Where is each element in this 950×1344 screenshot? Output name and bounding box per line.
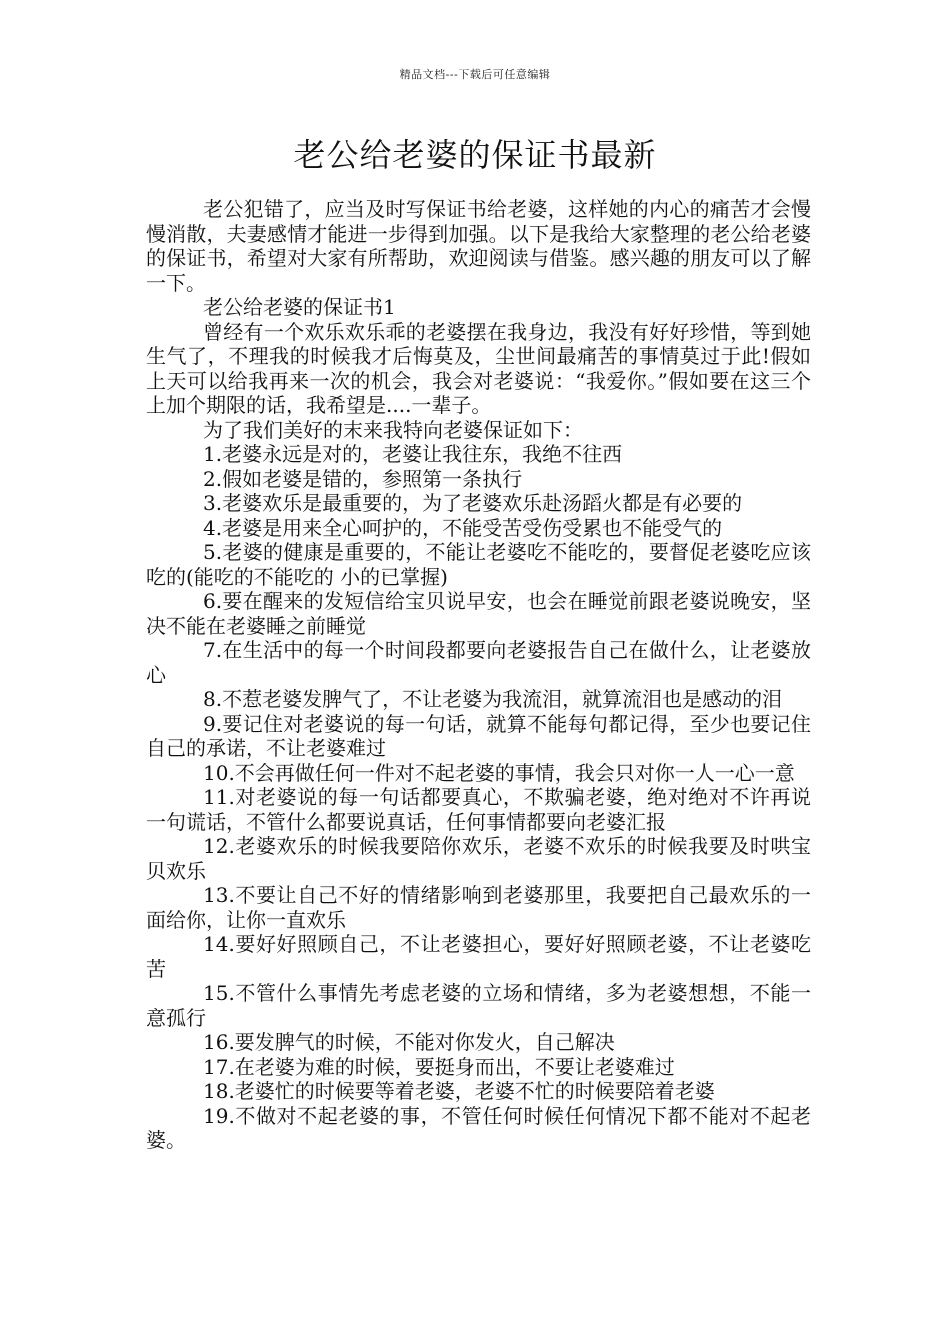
list-item: 3.老婆欢乐是最重要的，为了老婆欢乐赴汤蹈火都是有必要的 bbox=[203, 491, 743, 515]
list-item: 2.假如老婆是错的，参照第一条执行 bbox=[203, 466, 523, 491]
list-item: 17.在老婆为难的时候，要挺身而出，不要让老婆难过 bbox=[203, 1054, 675, 1079]
list-item: 6.要在醒来的发短信给宝贝说早安，也会在睡觉前跟老婆说晚安，坚决不能在老婆睡之前睡觉 bbox=[146, 589, 811, 638]
body-paragraph: 曾经有一个欢乐欢乐乖的老婆摆在我身边，我没有好好珍惜，等到她生气了，不理我的时候我才后悔莫及，尘世间最痛苦的事情莫过于此!假如上天可以给我再来一次的机会，我会对老婆说：“我爱你。”假如要在这三个上加个期限的话，我希望是....一辈子。 bbox=[146, 319, 811, 417]
list-item: 16.要发脾气的时候，不能对你发火，自己解决 bbox=[203, 1030, 615, 1054]
list-item: 11.对老婆说的每一句话都要真心，不欺骗老婆，绝对绝对不许再说一句谎话，不管什么都要说真话，任何事情都要向老婆汇报 bbox=[146, 785, 811, 834]
document-body bbox=[146, 197, 811, 1153]
list-item: 12.老婆欢乐的时候我要陪你欢乐，老婆不欢乐的时候我要及时哄宝贝欢乐 bbox=[146, 834, 811, 883]
list-item: 5.老婆的健康是重要的，不能让老婆吃不能吃的，要督促老婆吃应该吃的(能吃的不能吃的 小的已掌握) bbox=[146, 540, 811, 589]
list-item: 13.不要让自己不好的情绪影响到老婆那里，我要把自己最欢乐的一面给你，让你一直欢乐 bbox=[146, 883, 811, 932]
list-item: 18.老婆忙的时候要等着老婆，老婆不忙的时候要陪着老婆 bbox=[203, 1079, 715, 1103]
intro-paragraph: 老公犯错了，应当及时写保证书给老婆，这样她的内心的痛苦才会慢慢消散，夫妻感情才能进一步得到加强。以下是我给大家整理的老公给老婆的保证书，希望对大家有所帮助，欢迎阅读与借鉴。感兴趣的朋友可以了解一下。 bbox=[146, 197, 811, 295]
list-item: 7.在生活中的每一个时间段都要向老婆报告自己在做什么，让老婆放心 bbox=[146, 638, 811, 687]
list-item: 8.不惹老婆发脾气了，不让老婆为我流泪，就算流泪也是感动的泪 bbox=[203, 687, 783, 711]
list-item: 19.不做对不起老婆的事，不管任何时候任何情况下都不能对不起老婆。 bbox=[146, 1103, 811, 1152]
list-item: 1.老婆永远是对的，老婆让我往东，我绝不往西 bbox=[203, 442, 623, 466]
list-item: 9.要记住对老婆说的每一句话，就算不能每句都记得，至少也要记住自己的承诺，不让老婆难过 bbox=[146, 711, 811, 760]
list-item: 15.不管什么事情先考虑老婆的立场和情绪，多为老婆想想，不能一意孤行 bbox=[146, 981, 811, 1030]
section-heading: 老公给老婆的保证书1 bbox=[203, 295, 396, 319]
document-title: 老公给老婆的保证书最新 bbox=[293, 136, 657, 174]
header-note: 精品文档---下载后可任意编辑 bbox=[399, 68, 551, 81]
list-item: 10.不会再做任何一件对不起老婆的事情，我会只对你一人一心一意 bbox=[203, 760, 795, 785]
list-item: 14.要好好照顾自己，不让老婆担心，要好好照顾老婆，不让老婆吃苦 bbox=[146, 932, 811, 981]
list-item: 4.老婆是用来全心呵护的，不能受苦受伤受累也不能受气的 bbox=[203, 515, 723, 540]
body-paragraph: 为了我们美好的末来我特向老婆保证如下： bbox=[203, 417, 583, 442]
